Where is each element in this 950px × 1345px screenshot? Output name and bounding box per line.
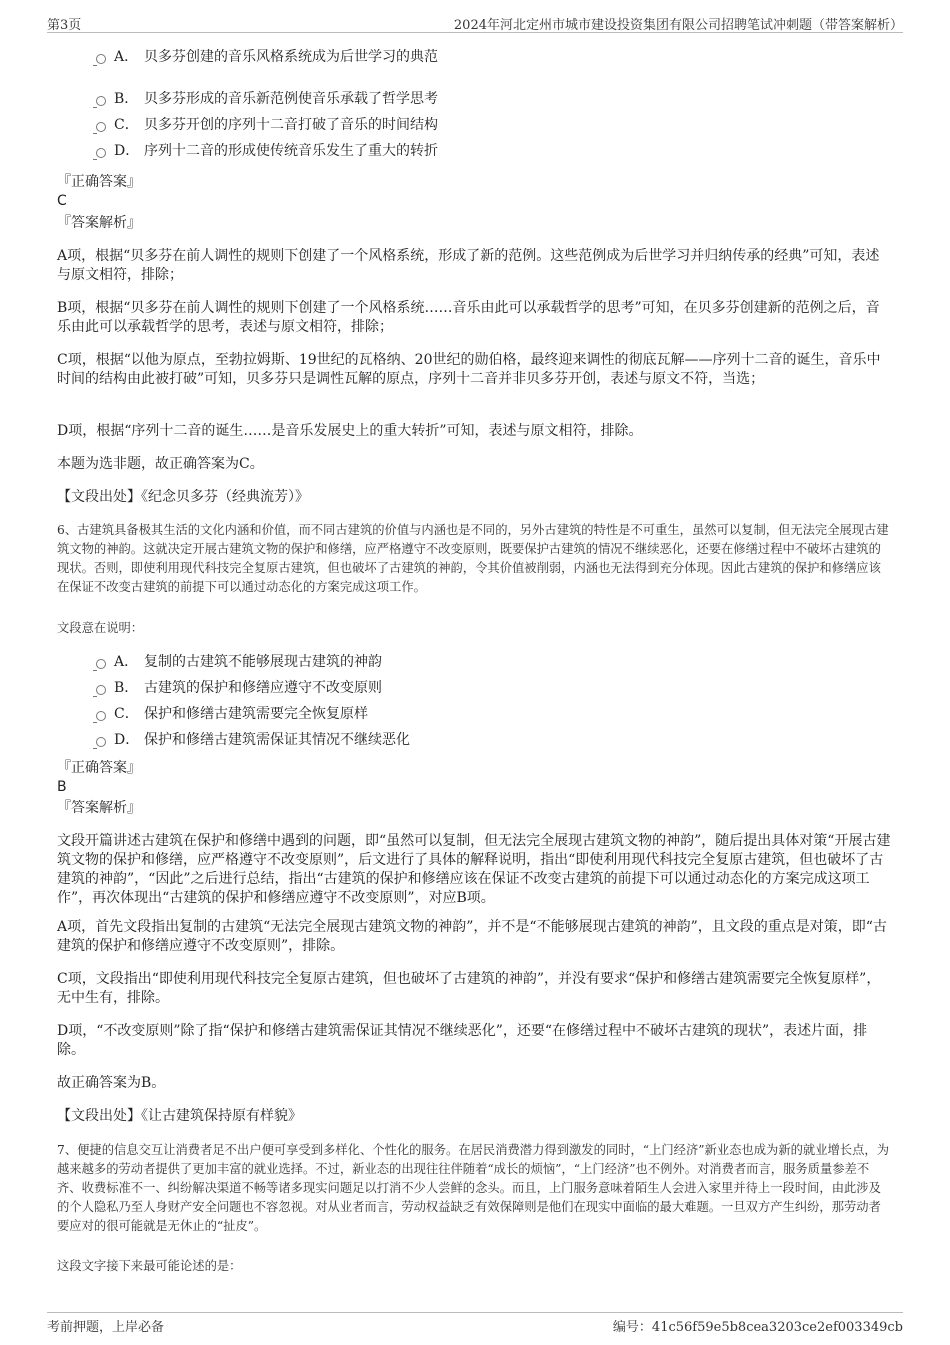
q6-stem: 6、古建筑具备极其生活的文化内涵和价值，而不同古建筑的价值与内涵也是不同的，另外古建筑的特性是不可重生，虽然可以复制，但无法完全展现古建筑文物的神韵。这就决定开展古建筑文物的保护和修缮，应严格遵守不改变原则，既要保护古建筑的情况不继续恶化，还要在修缮过程中不破坏古建筑的现状。否则，即使利用现代科技完全复原古建筑，但也破坏了古建筑的神韵，令其价值被削弱，内涵也无法得到充分体现。因此古建筑的保护和修缮应该在保证不改变古建筑的前提下可以通过动态化的方案完成这项工作。 — [57, 523, 889, 594]
q6-option-b[interactable]: B． 古建筑的保护和修缮应遵守不改变原则 — [96, 677, 410, 703]
q5-analysis-d: D项，根据“序列十二音的诞生……是音乐发展史上的重大转折”可知，表述与原文相符，排除。 — [57, 423, 643, 439]
q5-analysis-label: 『答案解析』 — [57, 215, 141, 231]
q6-answer: B — [57, 779, 67, 795]
radio-icon[interactable] — [96, 737, 106, 747]
q7-question: 这段文字接下来最可能论述的是： — [57, 1259, 242, 1273]
page-footer — [47, 1312, 903, 1335]
q6-option-d[interactable]: D． 保护和修缮古建筑需保证其情况不继续恶化 — [96, 729, 410, 755]
footer-serial: 编号：41c56f59e5b8cea3203ce2ef003349cb — [612, 1320, 903, 1335]
q6-answer-label: 『正确答案』 — [57, 760, 141, 776]
q5-answer-label: 『正确答案』 — [57, 174, 141, 190]
q5-option-b[interactable]: B． 贝多芬形成的音乐新范例使音乐承载了哲学思考 — [96, 88, 438, 114]
q5-option-c[interactable]: C． 贝多芬开创的序列十二音打破了音乐的时间结构 — [96, 114, 438, 140]
q6-source: 【文段出处】《让古建筑保持原有样貌》 — [57, 1108, 302, 1124]
radio-icon[interactable] — [96, 711, 106, 721]
radio-icon[interactable] — [96, 54, 106, 64]
q6-analysis-d: D项，“不改变原则”除了指“保护和修缮古建筑需保证其情况不继续恶化”，还要“在修缮过程中不破坏古建筑的现状”，表述片面，排除。 — [57, 1023, 868, 1058]
page-number: 第3页 — [47, 18, 82, 33]
q6-question: 文段意在说明： — [57, 621, 144, 635]
q5-option-d[interactable]: D． 序列十二音的形成使传统音乐发生了重大的转折 — [96, 140, 438, 166]
radio-icon[interactable] — [96, 96, 106, 106]
radio-icon[interactable] — [96, 685, 106, 695]
document-title: 2024年河北定州市城市建设投资集团有限公司招聘笔试冲刺题（带答案解析） — [453, 18, 903, 33]
q7-stem: 7、便捷的信息交互让消费者足不出户便可享受到多样化、个性化的服务。在居民消费潜力得到激发的同时，“上门经济”新业态也成为新的就业增长点，为越来越多的劳动者提供了更加丰富的就业选择。不过，新业态的出现往往伴随着“成长的烦恼”，“上门经济”也不例外。对消费者而言，服务质量参差不齐、收费标准不一、纠纷解决渠道不畅等诸多现实问题足以打消不少人尝鲜的念头。而且，上门服务意味着陌生人会进入家里并待上一段时间，由此涉及的个人隐私乃至人身财产安全问题也不容忽视。对从业者而言，劳动权益缺乏有效保障则是他们在现实中面临的最大难题。一旦双方产生纠纷，那劳动者要应对的很可能就是无休止的“扯皮”。 — [57, 1143, 889, 1233]
q6-analysis-a: A项，首先文段指出复制的古建筑“无法完全展现古建筑文物的神韵”，并不是“不能够展现古建筑的神韵”，且文段的重点是对策，即“古建筑的保护和修缮应遵守不改变原则”，排除。 — [57, 919, 887, 954]
radio-icon[interactable] — [96, 659, 106, 669]
radio-icon[interactable] — [96, 122, 106, 132]
q5-analysis-b: B项，根据“贝多芬在前人调性的规则下创建了一个风格系统……音乐由此可以承载哲学的思考”可知，在贝多芬创建新的范例之后，音乐由此可以承载哲学的思考，表述与原文相符，排除； — [57, 300, 880, 335]
q5-options — [96, 46, 438, 72]
q5-answer: C — [57, 193, 67, 209]
page-header — [47, 12, 903, 33]
radio-icon[interactable] — [96, 148, 106, 158]
footer-slogan: 考前押题，上岸必备 — [47, 1320, 165, 1335]
q6-analysis-main: 文段开篇讲述古建筑在保护和修缮中遇到的问题，即“虽然可以复制，但无法完全展现古建筑文物的神韵”，随后提出具体对策“开展古建筑文物的保护和修缮，应严格遵守不改变原则”，后文进行了具体的解释说明，指出“即使利用现代科技完全复原古建筑，但也破坏了古建筑的神韵”，“因此”之后进行总结，指出“古建筑的保护和修缮应该在保证不改变古建筑的前提下可以通过动态化的方案完成这项工作”，再次体现出“古建筑的保护和修缮应遵守不改变原则”，对应B项。 — [57, 833, 891, 906]
q5-conclusion: 本题为选非题，故正确答案为C。 — [57, 456, 264, 472]
q6-option-a[interactable]: A． 复制的古建筑不能够展现古建筑的神韵 — [96, 651, 410, 677]
q5-source: 【文段出处】《纪念贝多芬（经典流芳）》 — [57, 489, 309, 505]
q6-analysis-c: C项，文段指出“即使利用现代科技完全复原古建筑，但也破坏了古建筑的神韵”，并没有要求“保护和修缮古建筑需要完全恢复原样”，无中生有，排除。 — [57, 971, 881, 1006]
q6-option-c[interactable]: C． 保护和修缮古建筑需要完全恢复原样 — [96, 703, 410, 729]
q6-analysis-label: 『答案解析』 — [57, 800, 141, 816]
q5-analysis-c: C项，根据“以他为原点，至勃拉姆斯、19世纪的瓦格纳、20世纪的勋伯格，最终迎来调性的彻底瓦解——序列十二音的诞生，音乐中时间的结构由此被打破”可知，贝多芬只是调性瓦解的原点，序列十二音并非贝多芬开创，表述与原文不符，当选； — [57, 352, 881, 387]
q6-conclusion: 故正确答案为B。 — [57, 1075, 166, 1091]
q5-options-rest — [96, 88, 438, 166]
q5-analysis-a: A项，根据“贝多芬在前人调性的规则下创建了一个风格系统，形成了新的范例。这些范例成为后世学习并归纳传承的经典”可知，表述与原文相符，排除； — [57, 248, 880, 283]
q6-options — [96, 651, 410, 755]
q5-option-a[interactable]: A． 贝多芬创建的音乐风格系统成为后世学习的典范 — [96, 46, 438, 72]
